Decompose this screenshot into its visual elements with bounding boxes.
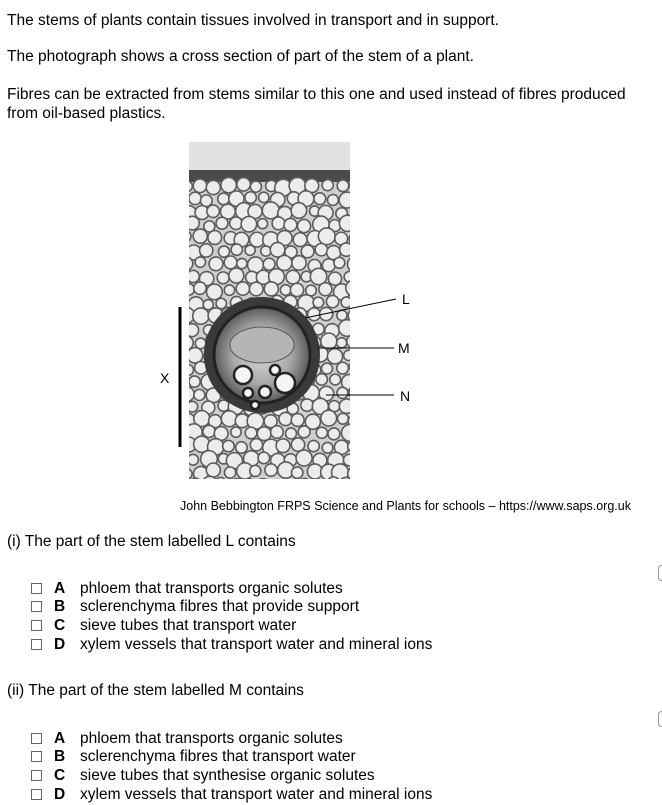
plant-cell	[321, 410, 337, 426]
plant-cell	[272, 217, 285, 230]
plant-cell	[180, 387, 195, 402]
plant-cell	[337, 338, 347, 348]
intro-line-3: Fibres can be extracted from stems similar to this one and used instead of fibres produced	[7, 86, 626, 103]
plant-cell	[179, 257, 193, 271]
plant-cell	[321, 363, 332, 374]
plant-cell	[343, 454, 355, 466]
plant-cell	[276, 439, 290, 453]
plant-cell	[187, 401, 198, 412]
plant-cell	[189, 376, 200, 387]
plant-cell	[308, 440, 319, 451]
plant-cell	[301, 245, 314, 258]
question-i-option-a[interactable]	[31, 579, 343, 598]
plant-cell	[218, 193, 230, 205]
plant-cell	[237, 258, 247, 268]
plant-cell	[194, 282, 206, 294]
option-text: sieve tubes that transport water	[80, 616, 297, 634]
plant-cell	[322, 180, 333, 191]
plant-cell	[330, 374, 341, 385]
plant-cell	[216, 298, 226, 308]
plant-cell	[258, 219, 268, 229]
option-letter: A	[54, 579, 66, 597]
plant-cell	[337, 180, 349, 192]
plant-cell	[229, 268, 244, 283]
question-i-option-c[interactable]	[31, 616, 296, 635]
checkbox[interactable]	[31, 770, 42, 781]
plant-cell	[313, 297, 324, 308]
checkbox[interactable]	[31, 639, 42, 650]
option-letter: C	[54, 616, 66, 634]
plant-cell	[194, 389, 205, 400]
plant-cell	[274, 482, 285, 493]
plant-cell	[339, 320, 356, 337]
plant-cell	[262, 202, 279, 219]
plant-cell	[189, 192, 201, 204]
plant-cell	[224, 467, 235, 478]
plant-cell	[195, 257, 205, 267]
plant-cell	[286, 428, 297, 439]
plant-cell	[291, 414, 304, 427]
plant-cell	[341, 297, 352, 308]
plant-cell	[259, 192, 269, 202]
plant-cell	[215, 477, 226, 488]
plant-cell	[236, 442, 248, 454]
question-i-option-d[interactable]	[31, 635, 432, 654]
page-edge-mark	[658, 565, 662, 581]
plant-cell	[348, 441, 359, 452]
plant-cell	[187, 270, 199, 282]
plant-cell	[334, 257, 345, 268]
question-ii-option-d[interactable]	[31, 785, 432, 804]
plant-cell	[339, 399, 353, 413]
option-letter: D	[54, 785, 66, 803]
plant-cell	[249, 282, 263, 296]
plant-cell	[200, 244, 213, 257]
plant-cell	[322, 442, 333, 453]
plant-cell	[250, 439, 262, 451]
plant-cell	[216, 217, 228, 229]
option-text: phloem that transports organic solutes	[80, 729, 343, 747]
option-text: sclerenchyma fibres that provide support	[80, 597, 360, 615]
plant-cell	[290, 283, 303, 296]
option-letter: B	[54, 747, 66, 765]
plant-cell	[337, 413, 348, 424]
plant-cell	[190, 478, 200, 488]
plant-cell	[264, 282, 278, 296]
plant-cell	[206, 180, 220, 194]
plant-cell	[279, 412, 292, 425]
plant-cell	[231, 244, 242, 255]
plant-cell	[224, 285, 234, 295]
plant-cell	[339, 215, 355, 231]
plant-cell	[208, 231, 222, 245]
question-ii-option-b[interactable]	[31, 747, 356, 766]
plant-cell	[291, 203, 307, 219]
plant-cell	[261, 246, 271, 256]
intro-line-1: The stems of plants contain tissues involved in transport and in support.	[7, 12, 499, 29]
plant-cell	[338, 477, 354, 493]
page-edge-mark	[658, 711, 662, 727]
plant-cell	[316, 427, 327, 438]
plant-cell	[337, 310, 347, 320]
question-ii-option-a[interactable]	[31, 729, 343, 748]
plant-cell	[258, 452, 270, 464]
plant-cell	[350, 180, 361, 191]
plant-cell	[180, 231, 191, 242]
label-n: N	[400, 388, 411, 404]
plant-cell	[319, 283, 332, 296]
intro-line-2: The photograph shows a cross section of part of the stem of a plant.	[7, 48, 474, 65]
plant-cell	[183, 365, 194, 376]
plant-cell	[337, 387, 348, 398]
question-ii-option-c[interactable]	[31, 766, 375, 785]
plant-cell	[315, 244, 327, 256]
plant-cell	[337, 362, 349, 374]
plant-cell	[250, 465, 261, 476]
plant-cell	[298, 478, 312, 492]
option-letter: B	[54, 597, 66, 615]
plant-cell	[292, 256, 306, 270]
plant-cell	[217, 272, 229, 284]
plant-cell	[241, 216, 257, 232]
plant-cell	[349, 232, 363, 246]
intro-line-4: from oil-based plastics.	[7, 105, 166, 122]
option-text: xylem vessels that transport water and mineral ions	[80, 785, 433, 803]
plant-cell	[182, 181, 193, 192]
plant-cell	[203, 425, 215, 437]
plant-cell	[349, 361, 360, 372]
plant-cell	[237, 178, 250, 191]
plant-cell	[316, 374, 327, 385]
plant-cell	[245, 192, 257, 204]
checkbox[interactable]	[31, 601, 42, 612]
plant-cell	[271, 426, 284, 439]
plant-cell	[296, 450, 312, 466]
option-text: xylem vessels that transport water and mineral ions	[80, 635, 433, 653]
plant-cell	[318, 228, 335, 245]
plant-cell	[263, 258, 275, 270]
question-i-prompt: (i) The part of the stem labelled L contains	[7, 533, 296, 550]
checkbox[interactable]	[31, 733, 42, 744]
option-text: sclerenchyma fibres that transport water	[80, 747, 356, 765]
plant-cell	[223, 440, 235, 452]
plant-cell	[277, 255, 292, 270]
figure-caption: John Bebbington FRPS Science and Plants for schools – https://www.saps.org.uk	[180, 499, 631, 513]
label-l: L	[402, 291, 410, 307]
micrograph-photo	[179, 142, 365, 494]
plant-cell	[231, 427, 241, 437]
plant-cell	[255, 479, 270, 494]
question-i-option-b[interactable]	[31, 597, 359, 616]
plant-cell	[301, 399, 313, 411]
checkbox[interactable]	[31, 751, 42, 762]
option-text: phloem that transports organic solutes	[80, 579, 343, 597]
plant-cell	[347, 335, 361, 349]
plant-cell	[326, 295, 338, 307]
plant-cell	[245, 245, 255, 255]
plant-cell	[245, 427, 257, 439]
plant-cell	[193, 229, 207, 243]
plant-cell	[340, 243, 353, 256]
plant-cell	[351, 206, 361, 216]
plant-cell	[308, 308, 321, 321]
plant-cell	[291, 438, 304, 451]
plant-cell	[185, 216, 199, 230]
label-x: X	[160, 370, 170, 386]
option-letter: C	[54, 766, 66, 784]
plant-cell	[297, 219, 310, 232]
plant-cell	[280, 285, 291, 296]
plant-cell	[293, 233, 307, 247]
plant-cell	[348, 256, 365, 273]
plant-cell	[327, 477, 340, 490]
plant-cell	[206, 463, 220, 477]
plant-cell	[342, 424, 359, 441]
plant-cell	[207, 205, 220, 218]
checkbox[interactable]	[31, 789, 42, 800]
plant-cell	[287, 480, 299, 492]
option-letter: A	[54, 729, 66, 747]
plant-cell	[339, 192, 355, 208]
plant-cell	[291, 467, 302, 478]
plant-cell	[193, 179, 207, 193]
plant-cell	[182, 469, 192, 479]
plant-cell	[349, 384, 365, 400]
plant-cell	[348, 309, 362, 323]
plant-cell	[314, 193, 326, 205]
checkbox[interactable]	[31, 583, 42, 594]
plant-cell	[230, 217, 242, 229]
plant-cell	[327, 349, 342, 364]
plant-cell	[183, 284, 195, 296]
plant-cell	[328, 428, 340, 440]
plant-cell	[327, 195, 338, 206]
plant-cell	[236, 282, 249, 295]
plant-cell	[218, 246, 229, 257]
plant-cell	[346, 280, 362, 296]
label-m: M	[398, 340, 410, 356]
plant-cell	[298, 426, 310, 438]
plant-cell	[224, 256, 237, 269]
plant-cell	[284, 218, 297, 231]
plant-cell	[209, 257, 223, 271]
option-text: sieve tubes that synthesise organic solutes	[80, 766, 375, 784]
plant-cell	[207, 284, 223, 300]
plant-cell	[265, 464, 277, 476]
option-letter: D	[54, 635, 66, 653]
checkbox[interactable]	[31, 620, 42, 631]
plant-cell	[314, 480, 327, 493]
plant-cell	[188, 454, 199, 465]
plant-cell	[193, 308, 209, 324]
plant-cell	[344, 350, 354, 360]
plant-cell	[202, 476, 217, 491]
plant-cell	[242, 479, 257, 494]
question-ii-prompt: (ii) The part of the stem labelled M contains	[7, 682, 304, 699]
plant-cell	[286, 270, 300, 284]
plant-cell	[250, 181, 261, 192]
plant-cell	[186, 324, 199, 337]
plant-cell	[230, 479, 245, 494]
